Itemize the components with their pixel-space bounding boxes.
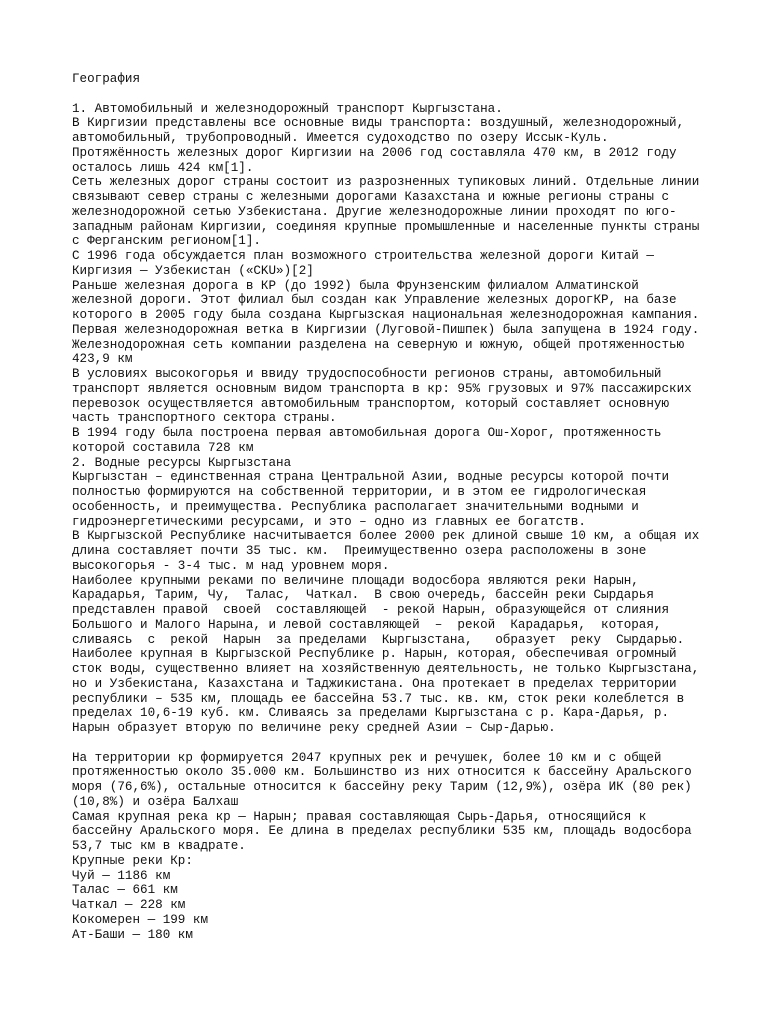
text-line: длина составляет почти 35 тыс. км. Преимущественно озера расположены в зоне bbox=[72, 544, 647, 558]
text-line: Самая крупная река кр — Нарын; правая составляющая Сырь-Дарья, относящийся к bbox=[72, 809, 647, 824]
text-line: В Киргизии представлены все основные виды транспорта: воздушный, железнодорожный, bbox=[72, 116, 685, 131]
text-line: которой составила 728 км bbox=[72, 440, 254, 455]
text-line: представлен правой своей составляющей - рекой Нарын, образующейся от слияния bbox=[72, 603, 670, 617]
text-line: которого в 2005 году была создана Кыргызская национальная железнодорожная кампания. bbox=[72, 308, 700, 322]
text-line: В 1994 году была построена первая автомобильная дорога Ош-Хорог, протяженность bbox=[72, 426, 662, 440]
text-line: но и Узбекистана, Казахстана и Таджикистана. Она протекает в пределах территории bbox=[72, 676, 677, 691]
text-line: гидроэнергетическими ресурсами, и это – одно из главных ее богатств. bbox=[72, 514, 586, 529]
text-line: Киргизия — Узбекистан («CKU»)[2] bbox=[72, 263, 314, 278]
text-line: сток воды, существенно влияет на хозяйственную деятельность, не только Кыргызстана, bbox=[72, 662, 700, 676]
river-list-heading: Крупные реки Кр: bbox=[72, 853, 193, 868]
river-list-item: Кокомерен — 199 км bbox=[72, 912, 209, 927]
text-line: На территории кр формируется 2047 крупных рек и речушек, более 10 км и с общей bbox=[72, 750, 662, 765]
text-line: Карадарья, Тарим, Чу, Талас, Чаткал. В свою очередь, бассейн реки Сырдарья bbox=[72, 588, 654, 603]
text-line: Большого и Малого Нарына, и левой составляющей – рекой Карадарья, которая, bbox=[72, 617, 662, 632]
river-list-item: Талас — 661 км bbox=[72, 883, 178, 898]
text-line: автомобильный, трубопроводный. Имеется судоходство по озеру Иссык-Куль. bbox=[72, 131, 609, 145]
text-line: Сеть железных дорог страны состоит из разрозненных тупиковых линий. Отдельные линии bbox=[72, 175, 700, 190]
text-line: часть транспортного сектора страны. bbox=[72, 411, 337, 426]
document-title: География bbox=[72, 72, 141, 86]
document-page bbox=[72, 72, 762, 942]
text-line: железной дороги. Этот филиал был создан как Управление железных дорогКР, на базе bbox=[72, 293, 677, 308]
text-line: Наиболее крупными реками по величине площади водосбора являются реки Нарын, bbox=[72, 573, 639, 588]
text-line: протяженностью около 35.000 км. Большинство из них относится к бассейну Аральского bbox=[72, 765, 692, 780]
text-line: транспорт является основным видом транспорта в кр: 95% грузовых и 97% пассажирских bbox=[72, 381, 692, 396]
text-line: связывают север страны с железными дорогами Казахстана и южные регионы страны с bbox=[72, 190, 670, 204]
text-line: 53,7 тыс км в квадрате. bbox=[72, 839, 246, 853]
text-line: Наиболее крупная в Кыргызской Республике р. Нарын, которая, обеспечивая огромный bbox=[72, 647, 677, 662]
text-line: Нарын образует вторую по величине реку средней Азии – Сыр-Дарью. bbox=[72, 721, 556, 735]
text-line: республики – 535 км, площадь ее бассейна 53.7 тыс. кв. км, сток реки колеблется в bbox=[72, 691, 685, 706]
section-heading-transport: 1. Автомобильный и железнодорожный транспорт Кыргызстана. bbox=[72, 101, 503, 116]
blank-line bbox=[72, 87, 762, 102]
text-line: Раньше железная дорога в КР (до 1992) была Фрунзенским филиалом Алматинской bbox=[72, 278, 639, 293]
text-line: особенность, и преимущества. Республика располагает значительными водными и bbox=[72, 499, 639, 514]
text-line: Железнодорожная сеть компании разделена на северную и южную, общей протяженностью bbox=[72, 337, 685, 352]
text-line: 423,9 км bbox=[72, 352, 133, 367]
text-line: Первая железнодорожная ветка в Киргизии (Луговой-Пишпек) была запущена в 1924 году. bbox=[72, 322, 700, 337]
river-list-item: Ат-Баши — 180 км bbox=[72, 927, 193, 942]
text-line: полностью формируются на собственной территории, и в этом ее гидрологическая bbox=[72, 485, 647, 499]
text-line: бассейну Аральского моря. Ее длина в пределах республики 535 км, площадь водосбора bbox=[72, 824, 692, 839]
river-list-item: Чуй — 1186 км bbox=[72, 868, 171, 883]
text-line: высокогорья - 3-4 тыс. м над уровнем моря. bbox=[72, 558, 390, 573]
text-line: сливаясь с рекой Нарын за пределами Кыргызстана, образует реку Сырдарью. bbox=[72, 632, 685, 647]
text-line: железнодорожной сетью Узбекистана. Другие железнодорожные линии проходят по юго- bbox=[72, 204, 677, 219]
text-line: с Ферганским регионом[1]. bbox=[72, 234, 261, 249]
text-line: перевозок осуществляется автомобильным транспортом, который составляет основную bbox=[72, 396, 670, 411]
section-heading-water: 2. Водные ресурсы Кыргызстана bbox=[72, 455, 292, 470]
text-line: моря (76,6%), остальные относится к бассейну реку Тарим (12,9%), озёра ИК (80 рек) bbox=[72, 780, 692, 794]
blank-line bbox=[72, 736, 762, 751]
text-line: Протяжённость железных дорог Киргизии на 2006 год составляла 470 км, в 2012 году bbox=[72, 145, 677, 160]
text-line: (10,8%) и озёра Балхаш bbox=[72, 794, 239, 809]
text-line: В Кыргызской Республике насчитывается более 2000 рек длиной свыше 10 км, а общая их bbox=[72, 529, 700, 544]
text-line: осталось лишь 424 км[1]. bbox=[72, 160, 254, 175]
text-line: Кыргызстан – единственная страна Центральной Азии, водные ресурсы которой почти bbox=[72, 470, 670, 485]
text-line: западным районам Киргизии, соединяя крупные промышленные и населенные пункты страны bbox=[72, 219, 700, 234]
river-list-item: Чаткал — 228 км bbox=[72, 898, 186, 912]
text-line: С 1996 года обсуждается план возможного строительства железной дороги Китай — bbox=[72, 249, 654, 263]
text-line: пределах 10,6-19 куб. км. Сливаясь за пределами Кыргызстана с р. Кара-Дарья, р. bbox=[72, 706, 670, 721]
text-line: В условиях высокогорья и ввиду трудоспособности регионов страны, автомобильный bbox=[72, 367, 662, 381]
